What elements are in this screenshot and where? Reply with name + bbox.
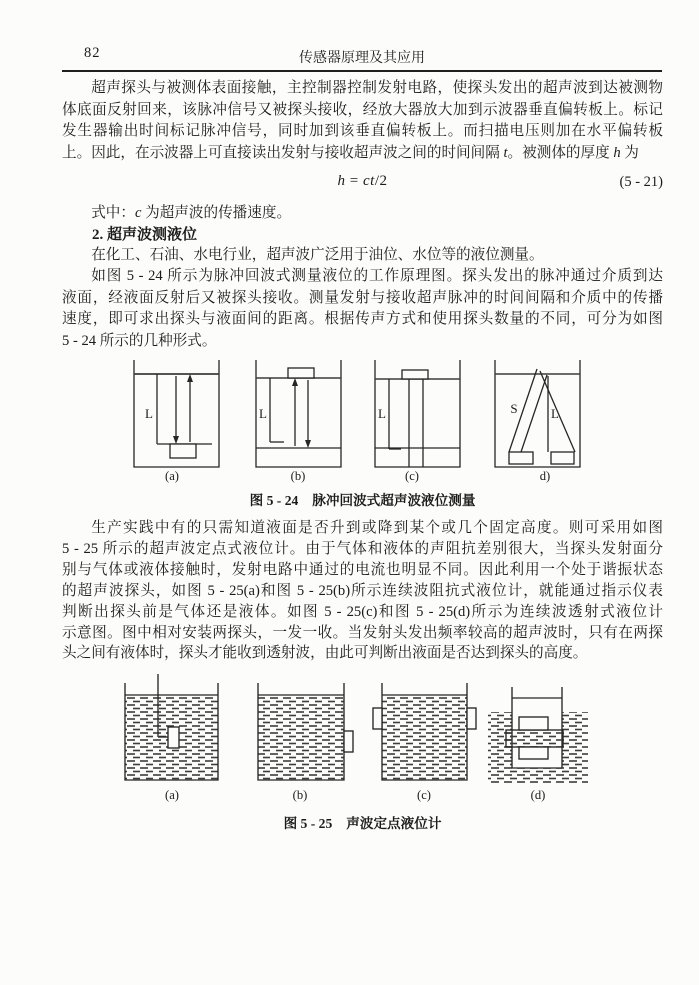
- text-line: [62, 288, 663, 310]
- figure-5-24: [62, 355, 663, 486]
- text-segment: t: [370, 173, 375, 189]
- caption-text: 脉冲回波式超声波液位测量: [312, 493, 476, 508]
- text-segment: 如图 5 - 24 所示为脉冲回波式测量液位的工作原理图。探头发出的脉冲通过介质到达: [91, 268, 663, 284]
- text-line: [62, 560, 663, 581]
- liquid: [382, 695, 467, 780]
- panel-label-d: d): [539, 469, 551, 483]
- probe-transmit: [373, 708, 382, 729]
- text-segment: 。被测体的厚度: [507, 144, 614, 161]
- text-line: [62, 623, 663, 644]
- paragraph-ultrasonic-thickness: [62, 78, 663, 164]
- text-line: [62, 602, 663, 623]
- text-segment: 别与气体或液体接触时，发射电路中通过的电流也明显不同。因此利用一个处于谐振状态: [62, 561, 663, 578]
- paragraph-pulse-echo: [62, 266, 663, 352]
- dimension-label-L: L: [259, 406, 267, 421]
- probe: [402, 370, 428, 379]
- panel-label-b: (b): [290, 469, 306, 483]
- fig24-panel-a: [134, 360, 219, 483]
- text-line: [62, 78, 663, 100]
- text-line: [62, 539, 663, 560]
- text-segment: 5 - 25 所示的超声波定点式液位计。由于气体和液体的声阻抗差别很大，当探头发射面分: [62, 540, 663, 557]
- page-header: [62, 42, 662, 72]
- panel-label-c: (c): [405, 469, 419, 483]
- dimension-label-L: L: [145, 406, 153, 421]
- caption-text: 声波定点液位计: [346, 816, 442, 831]
- panel-label-b: (b): [292, 788, 308, 802]
- beam-right-edge: [521, 375, 547, 452]
- figure-5-25: [62, 668, 663, 808]
- text-line: [62, 266, 663, 288]
- tank-outline: [495, 360, 580, 467]
- paragraph-fixed-point: [62, 518, 663, 664]
- fig25-panel-a: [125, 674, 218, 802]
- dimension-label-S: S: [510, 401, 518, 416]
- fig25-panel-b: [258, 683, 353, 802]
- text-segment: t: [503, 144, 508, 161]
- text-line: [62, 581, 663, 602]
- equation-number: (5 - 21): [619, 174, 663, 190]
- arrowhead-down: [173, 436, 179, 444]
- text-segment: 的超声波探头，如图 5 - 25(a)和图 5 - 25(b)所示连续波阻抗式液位计，就能通过指示仪表: [62, 582, 663, 599]
- text-segment: 生产实践中有的只需知道液面是否升到或降到某个或几个固定高度。则可采用如图: [91, 520, 663, 536]
- text-segment: 速度，即可求出探头与液面间的距离。根据传声方式和使用探头数量的不同，可分为如图: [62, 311, 663, 328]
- page-number: 82: [84, 45, 101, 61]
- formula-h-ct2: [62, 173, 663, 190]
- fig24-panel-c: [375, 360, 460, 483]
- text-segment: =: [345, 173, 363, 189]
- text-line: [62, 121, 663, 143]
- text-segment: 体底面反射回来，该脉冲信号又被探头接收，经放大器放大加到示波器垂直偏转板上。标记: [62, 101, 663, 118]
- formula-where-line: [62, 201, 663, 222]
- caption-number: 图 5 - 25: [283, 816, 333, 831]
- text-segment: 判断出探头前是气体还是液体。如图 5 - 25(c)和图 5 - 25(d)所示为连续波透射式液位计: [62, 603, 663, 620]
- probe-receive: [467, 708, 476, 729]
- arrowhead-down: [305, 440, 311, 448]
- probe: [168, 727, 179, 748]
- caption-number: 图 5 - 24: [249, 493, 299, 508]
- text-segment: h: [613, 144, 621, 161]
- text-segment: 示意图。图中相对安装两探头，一发一收。当发射头发出频率较高的超声波时，只有在两探: [62, 624, 663, 641]
- text-segment: /2: [374, 173, 388, 189]
- formula-row: [62, 173, 663, 195]
- text-line: [62, 143, 663, 165]
- dimension-label-L: L: [378, 406, 386, 421]
- text-segment: 头之间有液体时，探头才能收到透射波，由此可判断出液面是否达到探头的高度。: [62, 645, 588, 662]
- figure-5-25-caption: [62, 812, 663, 832]
- probe: [344, 731, 353, 752]
- fig25-panel-c: [373, 683, 476, 802]
- text-line: [62, 309, 663, 331]
- text-segment: 5 - 24 所示的几种形式。: [62, 332, 217, 349]
- probe-transmit: [519, 717, 548, 730]
- book-title: 传感器原理及其应用: [299, 51, 425, 66]
- text-segment: c: [362, 173, 371, 189]
- probe-receive: [519, 747, 548, 759]
- text-segment: 发生器输出时间标记脉冲信号，同时加到该垂直偏转板上。而扫描电压则加在水平偏转板: [62, 123, 663, 140]
- section-heading: 2. 超声波测液位: [92, 227, 198, 243]
- text-segment: 为: [620, 144, 639, 161]
- text-segment: 在化工、石油、水电行业，超声波广泛用于油位、水位等的液位测量。: [91, 247, 544, 263]
- dimension-label-L: L: [551, 406, 559, 421]
- probe: [288, 368, 314, 378]
- text-segment: 上。因此，在示波器上可直接读出发射与接收超声波之间的时间间隔: [62, 144, 504, 161]
- fig25-panel-d: [488, 687, 588, 802]
- panel-label-a: (a): [165, 788, 179, 802]
- liquid-channel: [506, 730, 563, 747]
- figure-5-24-caption: [62, 489, 663, 509]
- text-line: [62, 100, 663, 122]
- text-line: [62, 245, 663, 267]
- arrowhead-up: [187, 374, 193, 382]
- fig24-panel-d: [495, 360, 580, 483]
- text-segment: c: [134, 205, 142, 221]
- text-line: [62, 643, 663, 664]
- probe-receive: [551, 452, 574, 464]
- arrowhead-up: [292, 378, 298, 386]
- text-segment: h: [337, 173, 346, 189]
- text-segment: 液面，经液面反射后又被探头接收。测量发射与接收超声脉冲的时间间隔和介质中的传播: [62, 289, 663, 306]
- text-line: [62, 518, 663, 539]
- probe-transmit: [509, 452, 533, 464]
- paragraph-industries: [62, 245, 663, 267]
- text-line: [62, 331, 663, 353]
- panel-label-c: (c): [417, 788, 431, 802]
- text-segment: 超声探头与被测体表面接触，主控制器控制发射电路，使探头发出的超声波到达被测物: [91, 80, 663, 96]
- text-segment: 式中：: [91, 205, 135, 221]
- liquid: [258, 695, 344, 780]
- panel-label-a: (a): [165, 469, 179, 483]
- probe: [170, 444, 196, 458]
- fig24-panel-b: [256, 360, 341, 483]
- panel-label-d: (d): [530, 788, 546, 802]
- text-segment: 为超声波的传播速度。: [141, 205, 292, 221]
